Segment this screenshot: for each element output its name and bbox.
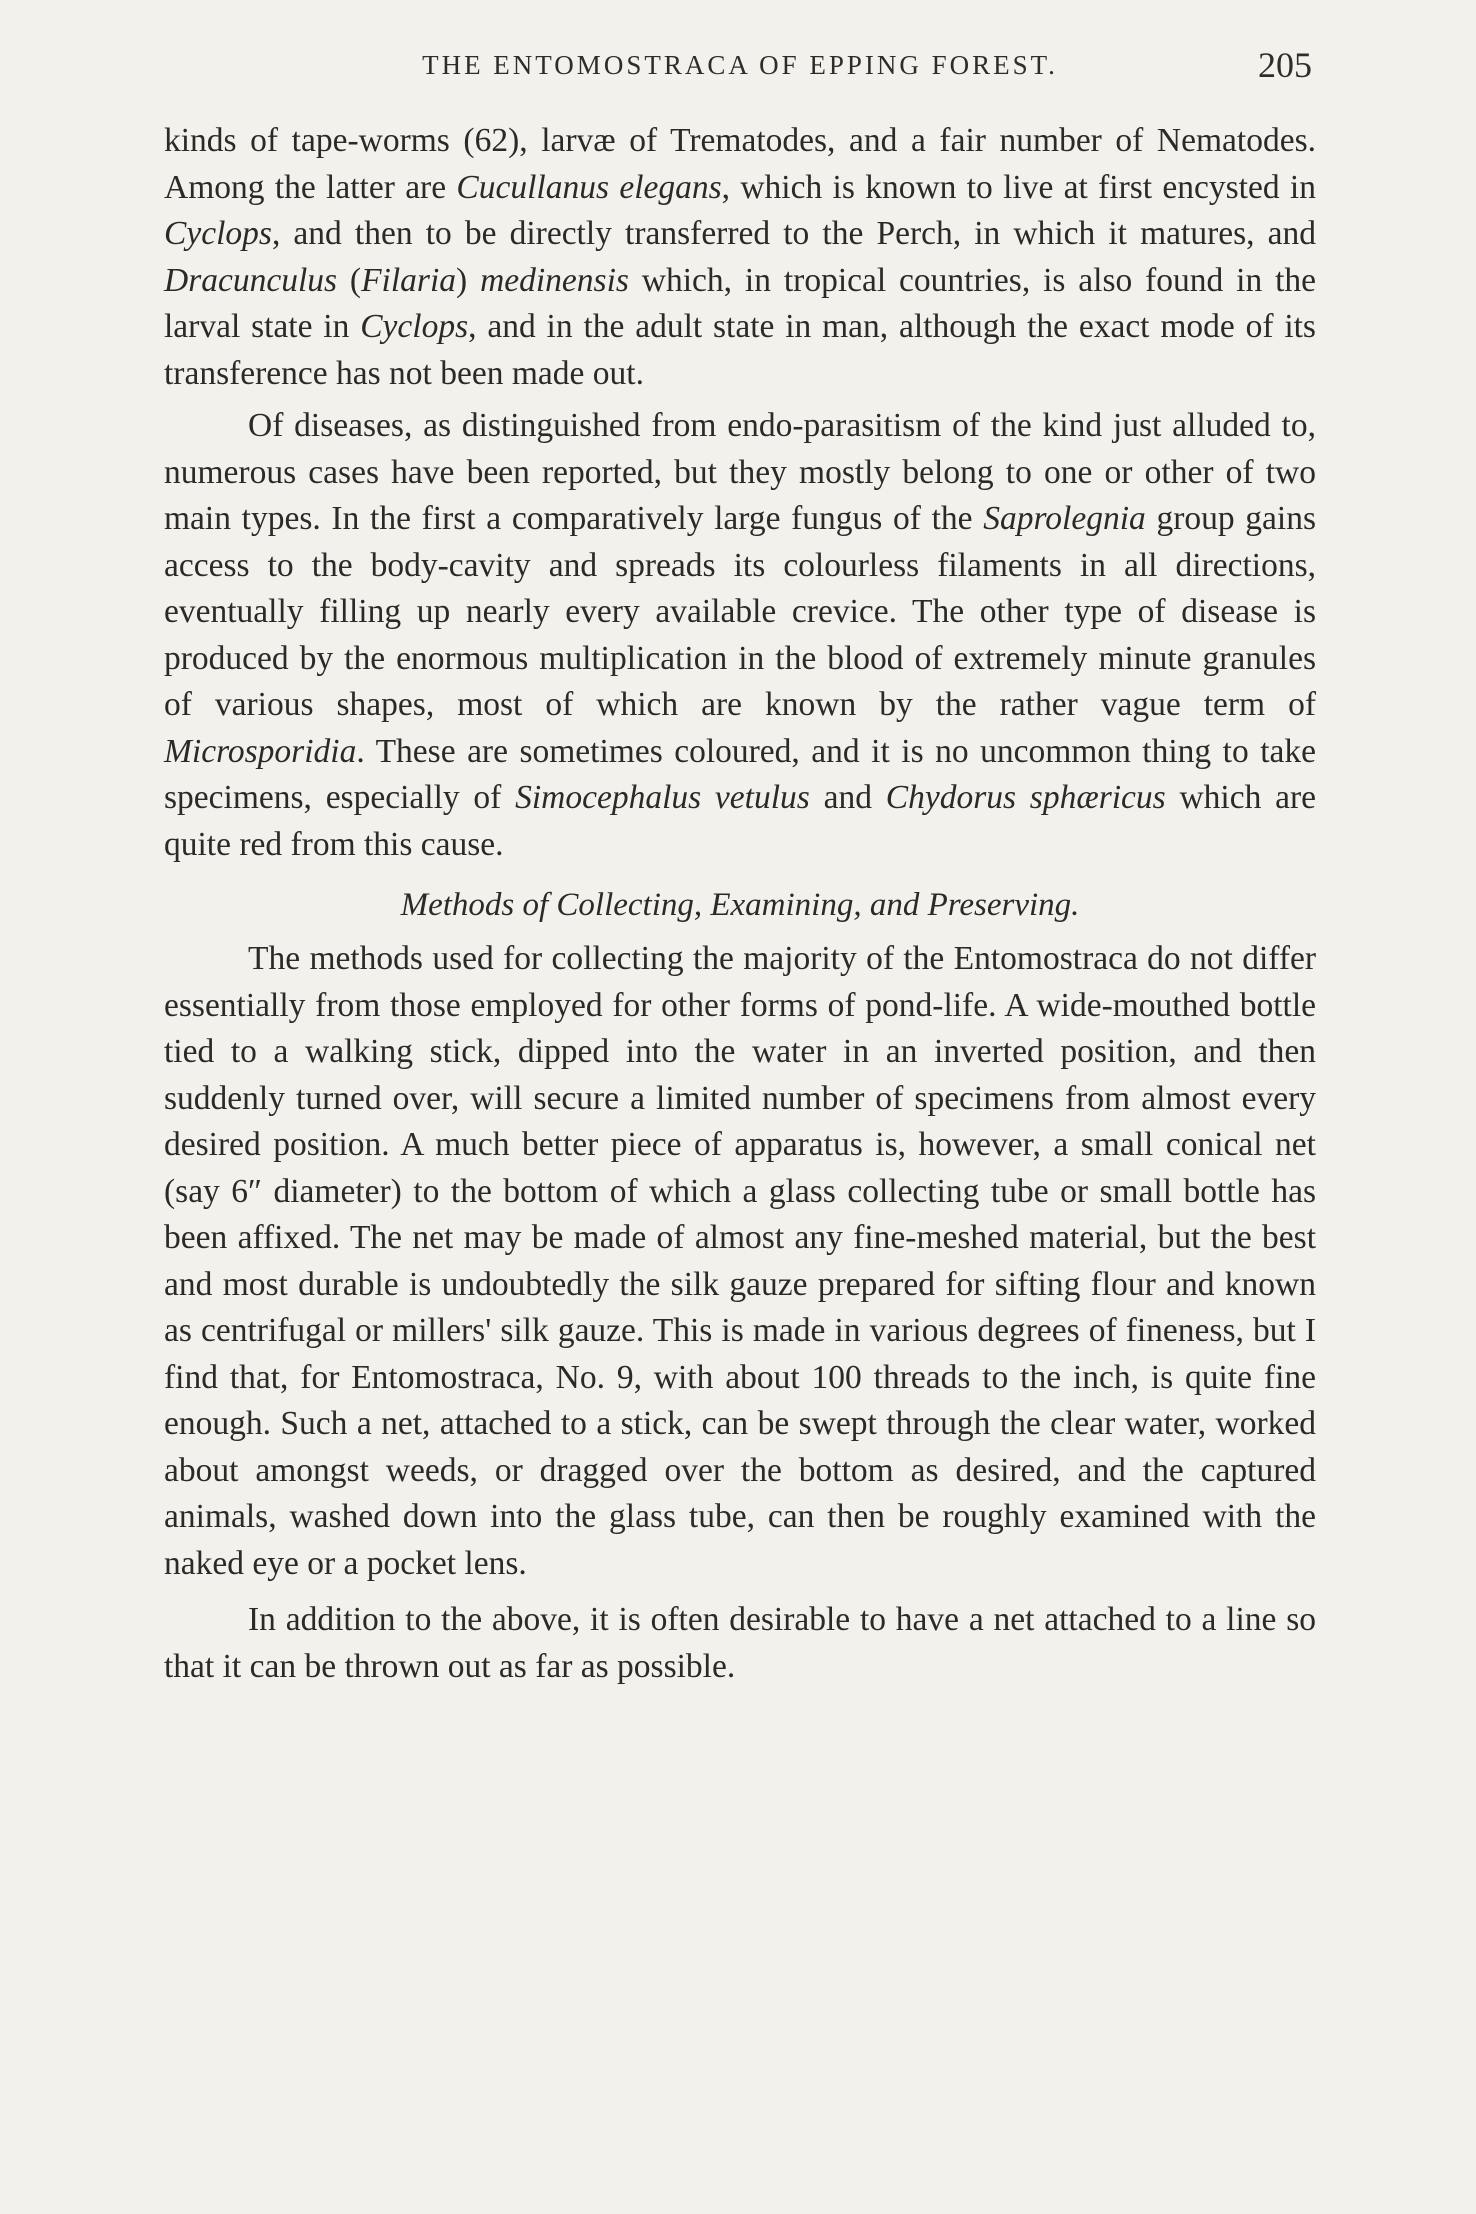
section-heading: Methods of Collecting, Examining, and Preserving. xyxy=(400,887,1080,923)
paragraph-diseases: Of diseases, as distinguished from endo-parasitism of the kind just alluded to, numerous cases have been reported, but they mostly belong to one or other of two main types. In the first a comparatively large fungus of the Saprolegnia group gains access to the body-cavity and spreads its colourless filaments in all directions, eventually filling up nearly every available crevice. The other type of disease is produced by the enormous multiplication in the blood of extremely minute granules of various shapes, most of which are known by the rather vague term of Microsporidia. These are sometimes coloured, and it is no uncommon thing to take specimens, especially of Simocephalus vetulus and Chydorus sphæricus which are quite red from this cause. xyxy=(164,407,1317,863)
paragraph-thrown-net: In addition to the above, it is often desirable to have a net attached to a line so that it can be thrown out as far as possible. xyxy=(164,1601,1316,1685)
paragraph-parasites: kinds of tape-worms (62), larvæ of Trematodes, and a fair number of Nematodes. Among the latter are Cucullanus elegans, which is known to live at first encysted in Cyclops, and then to be directly transferred to the Perch, in which it matures, and Dracunculus (Filaria) medinensis which, in tropical countries, is also found in the larval state in Cyclops, and in the adult state in man, although the exact mode of its transference has not been made out. xyxy=(164,122,1317,392)
page-number: 205 xyxy=(1258,45,1312,85)
paragraph-collecting-methods: The methods used for collecting the majority of the Entomostraca do not differ essentially from those employed for other forms of pond-life. A wide-mouthed bottle tied to a walking stick, dipped into the water in an inverted position, and then suddenly turned over, will secure a limited number of specimens from almost every desired position. A much better piece of apparatus is, however, a small conical net (say 6″ diameter) to the bottom of which a glass collecting tube or small bottle has been affixed. The net may be made of almost any fine-meshed material, but the best and most durable is undoubtedly the silk gauze prepared for sifting flour and known as centrifugal or millers' silk gauze. This is made in various degrees of fineness, but I find that, for Entomostraca, No. 9, with about 100 threads to the inch, is quite fine enough. Such a net, attached to a stick, can be swept through the clear water, worked about amongst weeds, or dragged over the bottom as desired, and the captured animals, washed down into the glass tube, can then be roughly examined with the naked eye or a pocket lens. xyxy=(164,940,1316,1582)
page-body xyxy=(164,118,1316,1690)
running-head: THE ENTOMOSTRACA OF EPPING FOREST. xyxy=(422,50,1058,80)
page-header xyxy=(164,45,1316,98)
